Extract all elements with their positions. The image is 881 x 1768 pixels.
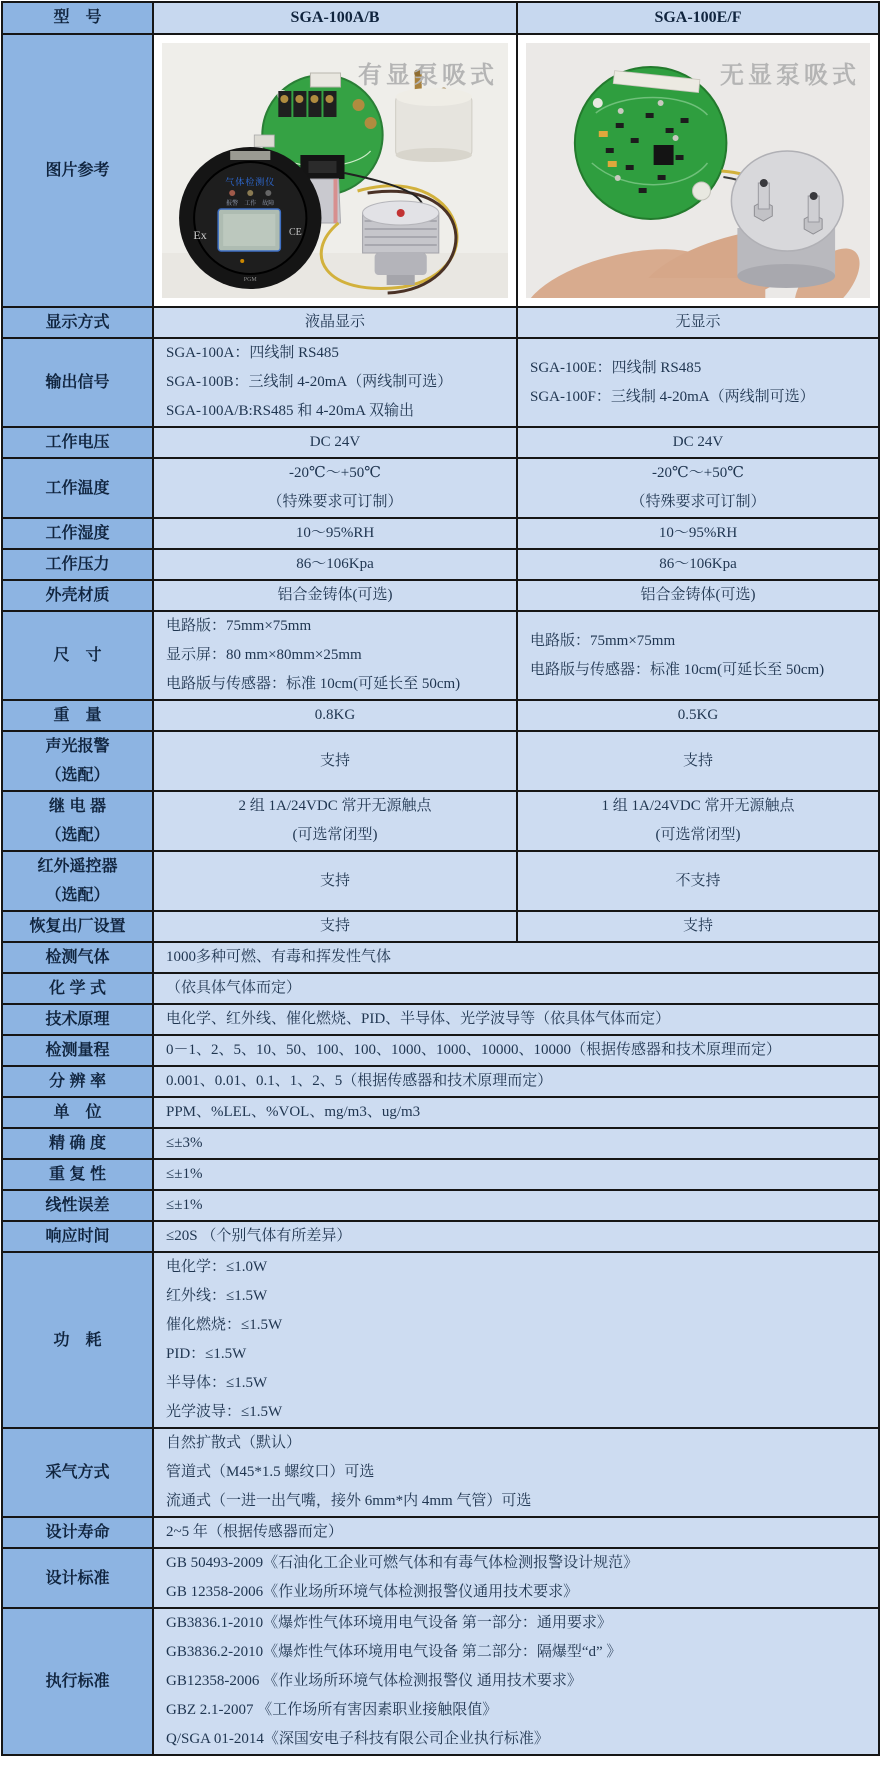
spec-label-design-standard: 设计标准 [2, 1548, 153, 1608]
spec-label-factory-reset: 恢复出厂设置 [2, 911, 153, 942]
spec-label-audible-visual-alarm: 声光报警 （选配） [2, 731, 153, 791]
spec-value-a-working-pressure: 86～106Kpa [153, 549, 517, 580]
spec-label-linearity-error: 线性误差 [2, 1190, 153, 1221]
spec-value-chemical-formula: （依具体气体而定） [153, 973, 879, 1004]
spec-value-executive-standard: GB3836.1-2010《爆炸性气体环境用电气设备 第一部分：通用要求》 GB3836.2-2010《爆炸性气体环境用电气设备 第二部分：隔爆型“d” 》 GB12358-2006 《作业场所环境气体检测报警仪 通用技术要求》 GBZ 2.1-2007 《工作场所有害因素职业接触限值》 Q/SGA 01-2014《深国安电子科技有限公司企业执行标准》 [153, 1608, 879, 1755]
black-detector-face [179, 147, 321, 289]
spec-row-repeatability [2, 1159, 879, 1190]
photo-row-label: 图片参考 [2, 34, 153, 307]
spec-label-executive-standard: 执行标准 [2, 1608, 153, 1755]
spec-value-b-factory-reset: 支持 [517, 911, 879, 942]
photo-watermark-a: 有显泵吸式 [358, 62, 498, 89]
spec-row-executive-standard [2, 1608, 879, 1755]
spec-value-b-working-pressure: 86～106Kpa [517, 549, 879, 580]
spec-row-factory-reset [2, 911, 879, 942]
spec-row-display-mode [2, 307, 879, 338]
spec-label-power-consumption: 功 耗 [2, 1252, 153, 1428]
spec-row-detection-range [2, 1035, 879, 1066]
spec-row-resolution [2, 1066, 879, 1097]
spec-row-audible-visual-alarm [2, 731, 879, 791]
spec-value-a-display-mode: 液晶显示 [153, 307, 517, 338]
detector-title-text: 气体检测仪 [225, 177, 276, 187]
model-header-label: 型 号 [2, 2, 153, 34]
spec-row-technical-principle [2, 1004, 879, 1035]
model-name-a: SGA-100A/B [153, 2, 517, 34]
spec-row-housing-material [2, 580, 879, 611]
spec-label-working-voltage: 工作电压 [2, 427, 153, 458]
spec-value-a-working-voltage: DC 24V [153, 427, 517, 458]
spec-label-detected-gas: 检测气体 [2, 942, 153, 973]
spec-value-b-housing-material: 铝合金铸体(可选) [517, 580, 879, 611]
spec-value-resolution: 0.001、0.01、0.1、1、2、5（根据传感器和技术原理而定） [153, 1066, 879, 1097]
spec-value-a-relay: 2 组 1A/24VDC 常开无源触点 (可选常闭型) [153, 791, 517, 851]
spec-label-working-pressure: 工作压力 [2, 549, 153, 580]
spec-row-weight [2, 700, 879, 731]
photo-reference-row [2, 34, 879, 307]
photo-cell-sga-100ab [153, 34, 517, 307]
spec-row-working-temperature [2, 458, 879, 518]
spec-value-power-consumption: 电化学：≤1.0W 红外线：≤1.5W 催化燃烧：≤1.5W PID：≤1.5W 半导体：≤1.5W 光学波导：≤1.5W [153, 1252, 879, 1428]
spec-value-b-output-signal: SGA-100E：四线制 RS485 SGA-100F：三线制 4-20mA（两线制可选） [517, 338, 879, 427]
spec-label-response-time: 响应时间 [2, 1221, 153, 1252]
spec-value-b-display-mode: 无显示 [517, 307, 879, 338]
spec-value-repeatability: ≤±1% [153, 1159, 879, 1190]
spec-value-a-housing-material: 铝合金铸体(可选) [153, 580, 517, 611]
spec-row-working-pressure [2, 549, 879, 580]
silver-sensor-b [731, 151, 843, 288]
spec-label-ir-remote: 红外遥控器 （选配） [2, 851, 153, 911]
spec-value-unit: PPM、%LEL、%VOL、mg/m3、ug/m3 [153, 1097, 879, 1128]
spec-value-detected-gas: 1000多种可燃、有毒和挥发性气体 [153, 942, 879, 973]
spec-label-housing-material: 外壳材质 [2, 580, 153, 611]
led-label-fault: 故障 [262, 201, 275, 207]
spec-label-chemical-formula: 化 学 式 [2, 973, 153, 1004]
spec-row-linearity-error [2, 1190, 879, 1221]
spec-label-unit: 单 位 [2, 1097, 153, 1128]
spec-value-detection-range: 0－1、2、5、10、50、100、100、1000、1000、10000、10000（根据传感器和技术原理而定） [153, 1035, 879, 1066]
spec-row-ir-remote [2, 851, 879, 911]
header-row [2, 2, 879, 34]
photo-watermark-b: 无显泵吸式 [720, 62, 860, 89]
spec-label-repeatability: 重 复 性 [2, 1159, 153, 1190]
spec-value-b-ir-remote: 不支持 [517, 851, 879, 911]
spec-label-relay: 继 电 器 （选配） [2, 791, 153, 851]
spec-label-sampling-method: 采气方式 [2, 1428, 153, 1517]
spec-row-relay [2, 791, 879, 851]
ce-mark-text: CE [288, 227, 302, 238]
product-photo-sga-100ab [162, 43, 508, 298]
spec-table [1, 1, 880, 1756]
spec-value-a-weight: 0.8KG [153, 700, 517, 731]
spec-row-design-life [2, 1517, 879, 1548]
spec-value-a-output-signal: SGA-100A：四线制 RS485 SGA-100B：三线制 4-20mA（两线制可选） SGA-100A/B:RS485 和 4-20mA 双输出 [153, 338, 517, 427]
spec-value-b-working-humidity: 10～95%RH [517, 518, 879, 549]
pcb-board-b [575, 67, 727, 219]
spec-label-resolution: 分 辨 率 [2, 1066, 153, 1097]
spec-value-b-audible-visual-alarm: 支持 [517, 731, 879, 791]
spec-row-power-consumption [2, 1252, 879, 1428]
spec-row-output-signal [2, 338, 879, 427]
product-photo-sga-100ef [526, 43, 870, 298]
spec-row-working-humidity [2, 518, 879, 549]
led-label-alarm: 报警 [226, 201, 239, 207]
spec-row-unit [2, 1097, 879, 1128]
spec-label-detection-range: 检测量程 [2, 1035, 153, 1066]
spec-value-technical-principle: 电化学、红外线、催化燃烧、PID、半导体、光学波导等（依具体气体而定） [153, 1004, 879, 1035]
spec-value-design-standard: GB 50493-2009《石油化工企业可燃气体和有毒气体检测报警设计规范》 GB 12358-2006《作业场所环境气体检测报警仪通用技术要求》 [153, 1548, 879, 1608]
spec-row-design-standard [2, 1548, 879, 1608]
spec-value-a-factory-reset: 支持 [153, 911, 517, 942]
spec-row-chemical-formula [2, 973, 879, 1004]
spec-value-b-dimensions: 电路版：75mm×75mm 电路版与传感器：标准 10cm(可延长至 50cm) [517, 611, 879, 700]
spec-row-detected-gas [2, 942, 879, 973]
spec-label-weight: 重 量 [2, 700, 153, 731]
spec-value-a-audible-visual-alarm: 支持 [153, 731, 517, 791]
spec-value-sampling-method: 自然扩散式（默认） 管道式（M45*1.5 螺纹口）可选 流通式（一进一出气嘴，接外 6mm*内 4mm 气管）可选 [153, 1428, 879, 1517]
spec-label-technical-principle: 技术原理 [2, 1004, 153, 1035]
spec-value-design-life: 2~5 年（根据传感器而定） [153, 1517, 879, 1548]
spec-row-accuracy [2, 1128, 879, 1159]
led-label-work: 工作 [244, 201, 257, 207]
spec-row-sampling-method [2, 1428, 879, 1517]
spec-value-a-dimensions: 电路版：75mm×75mm 显示屏：80 mm×80mm×25mm 电路版与传感器：标准 10cm(可延长至 50cm) [153, 611, 517, 700]
spec-row-dimensions [2, 611, 879, 700]
spec-label-design-life: 设计寿命 [2, 1517, 153, 1548]
spec-value-b-working-temperature: -20℃～+50℃ （特殊要求可订制） [517, 458, 879, 518]
spec-value-b-working-voltage: DC 24V [517, 427, 879, 458]
spec-value-response-time: ≤20S （个别气体有所差异） [153, 1221, 879, 1252]
spec-label-accuracy: 精 确 度 [2, 1128, 153, 1159]
ex-mark-text: Ex [193, 228, 207, 242]
spec-label-output-signal: 输出信号 [2, 338, 153, 427]
spec-row-response-time [2, 1221, 879, 1252]
spec-value-linearity-error: ≤±1% [153, 1190, 879, 1221]
spec-value-a-working-temperature: -20℃～+50℃ （特殊要求可订制） [153, 458, 517, 518]
spec-label-dimensions: 尺 寸 [2, 611, 153, 700]
spec-row-working-voltage [2, 427, 879, 458]
pgm-text: PGM [243, 277, 257, 283]
spec-value-a-ir-remote: 支持 [153, 851, 517, 911]
spec-value-accuracy: ≤±3% [153, 1128, 879, 1159]
model-name-b: SGA-100E/F [517, 2, 879, 34]
photo-cell-sga-100ef [517, 34, 879, 307]
spec-value-b-relay: 1 组 1A/24VDC 常开无源触点 (可选常闭型) [517, 791, 879, 851]
spec-label-working-humidity: 工作湿度 [2, 518, 153, 549]
spec-label-working-temperature: 工作温度 [2, 458, 153, 518]
spec-label-display-mode: 显示方式 [2, 307, 153, 338]
spec-value-b-weight: 0.5KG [517, 700, 879, 731]
spec-value-a-working-humidity: 10～95%RH [153, 518, 517, 549]
